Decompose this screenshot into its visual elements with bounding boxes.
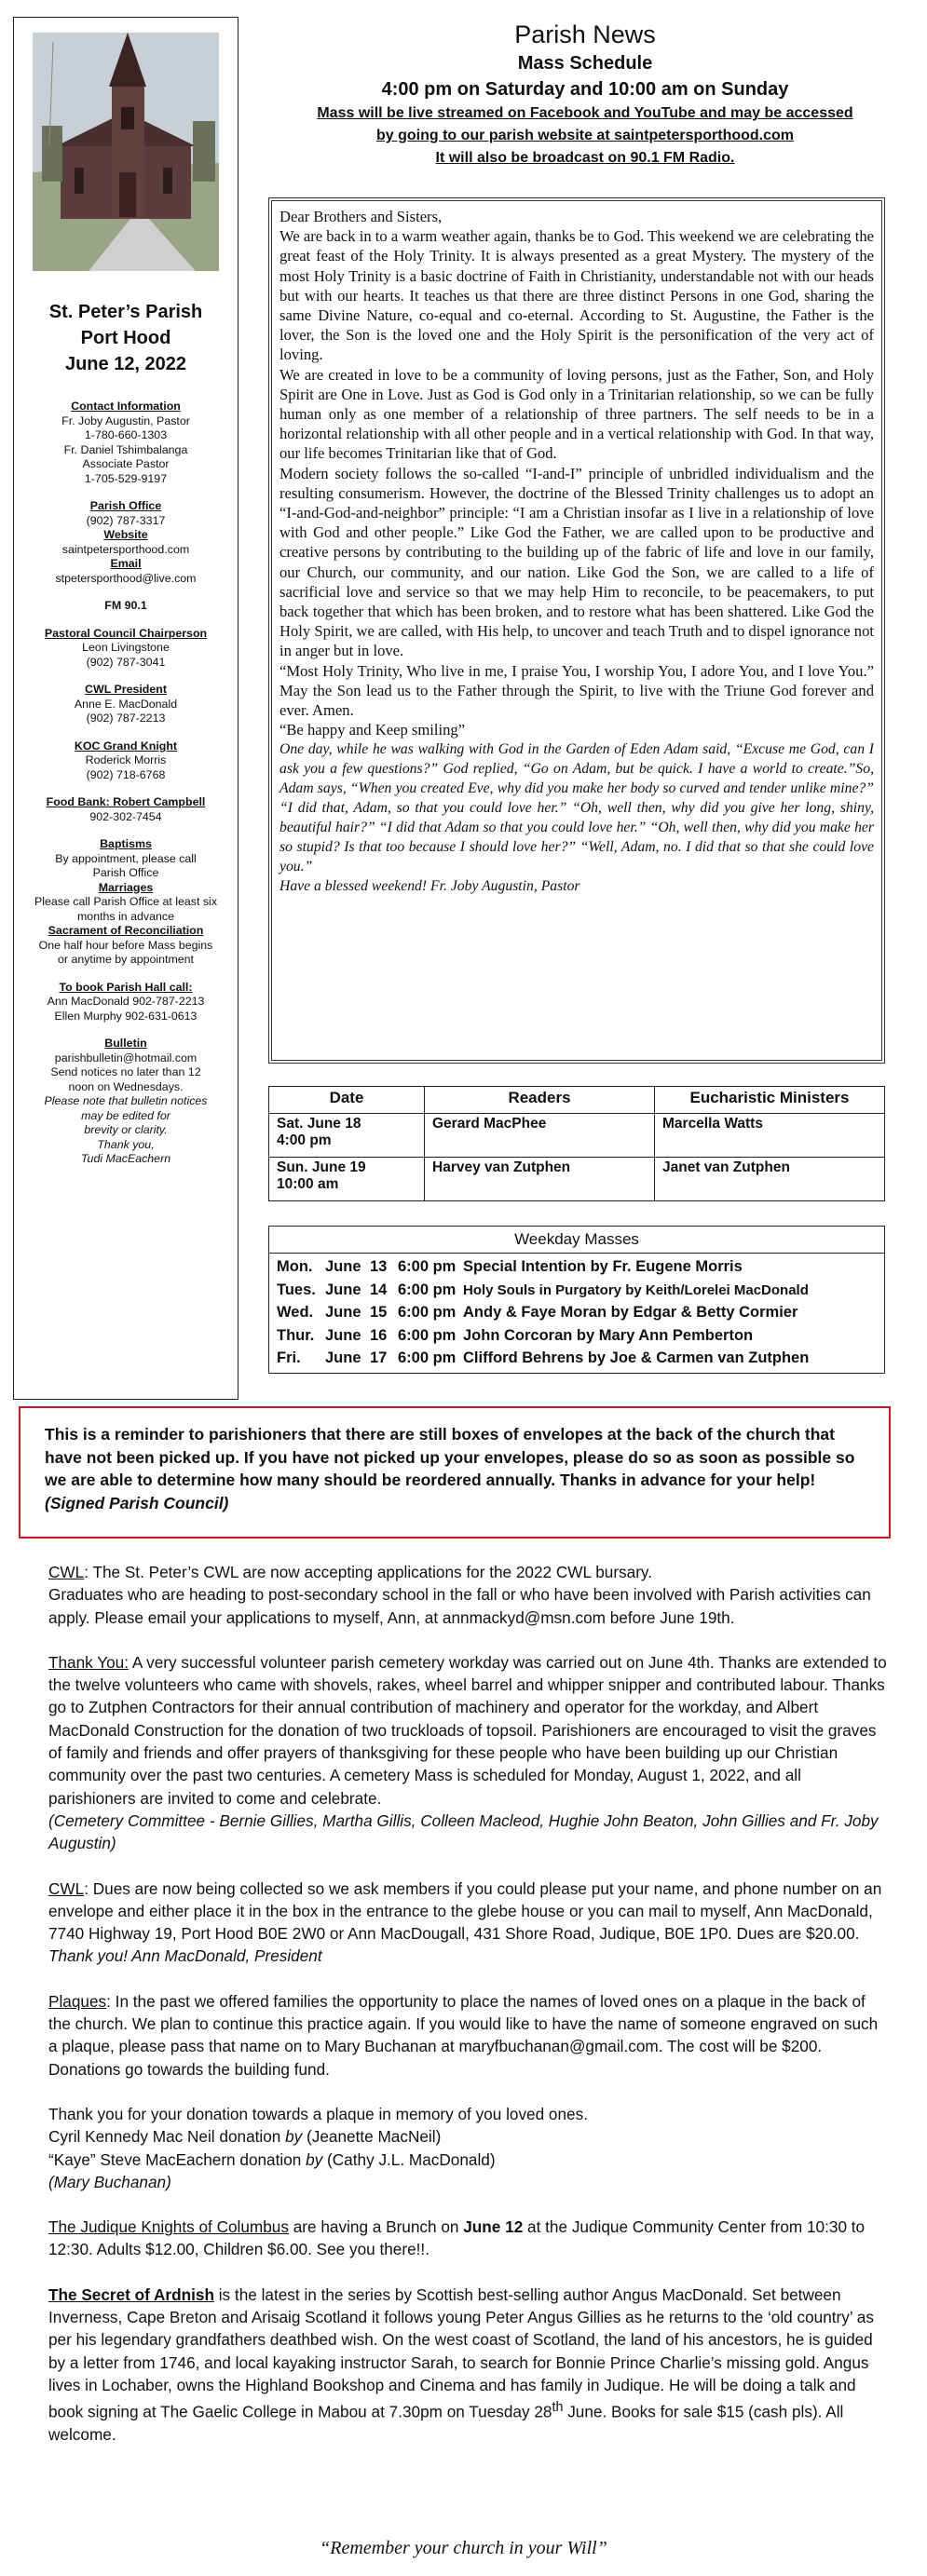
ministers-table: [268, 1086, 885, 1201]
time: 6:00 pm: [398, 1326, 457, 1344]
notice-text: Graduates who are heading to post-secondary school in the fall or who have been involved with Parish activities can apply. Please email your applications to myself, Ann, at annmackyd@msn.com before June 19th.: [48, 1585, 871, 1627]
letter-paragraph: “Be happy and Keep smiling”: [279, 721, 466, 739]
food-bank-phone: 902-302-7454: [89, 809, 162, 823]
intention: Andy & Faye Moran by Edgar & Betty Cormier: [463, 1304, 798, 1321]
reminder-signature: (Signed Parish Council): [45, 1493, 229, 1512]
hall-line: Ann MacDonald 902-787-2213: [47, 995, 205, 1008]
weekday-row: [269, 1255, 884, 1279]
day-number: 15: [370, 1304, 388, 1321]
office-phone: (902) 787-3317: [86, 513, 166, 527]
office-heading: Parish Office: [89, 499, 162, 512]
letter-joke: One day, while he was walking with God in the Garden of Eden Adam said, “Excuse me God, can I ask you a few questions?” God replied, “Go on Adam, but be quick. I have a world to create.”So, Adam says, “When you created Eve, why did you make her body so curved and tender unlike mine?” “I did that, Adam, so that you could love her.” “Oh, well then, why did you give her long, shiny, beautiful hair?” “I did that Adam so that you could love her.” “Oh, well then, why did you make her so stupid? Is that too because I should love her?” “Well, Adam, no. I did that so that she could love you.”: [279, 741, 874, 875]
notice-heading: The Secret of Ardnish: [48, 2285, 214, 2304]
notice-text: June. Books for sale $15 (cash pls). All welcome.: [48, 2402, 844, 2445]
bulletin-line: Send notices no later than 12: [50, 1065, 201, 1078]
date-line: Sun. June 19: [277, 1159, 366, 1175]
letter-paragraph: We are created in love to be a community of loving persons, just as the Father, Son, and Holy Spirit are One in Love. Just as God is God only in a Trinitarian relationship, so we can be fully human only as one member of a relationship of three partners. The self needs to be in a horizontal relationship with all other people and in a vertical relationship with God. In that way, our life becomes Trinitarian like that of God.: [279, 365, 874, 463]
cwl-heading: CWL President: [85, 683, 167, 696]
sidebar: [13, 17, 239, 1400]
notice-text: is the latest in the series by Scottish best-selling author Angus MacDonald. Set between Inverness, Cape Breton and Arisaig Scotland it follows young Peter Angus Gillies as he returns to the ‘old country’ as per his legendary grandfathers deathbed wish. On the west coast of Scotland, the land of his ancestors, he is guided by a letter from 1746, and local kayaking instructor Sarah, to search for Bonnie Prince Charlie’s missing gold. Angus lives in Lochaber, owns the Highland Bookshop and Cinema and has family in Judique. He will be doing a talk and book signing at The Gaelic College in Mabou at 7.30pm on Tuesday 28: [48, 2285, 874, 2421]
date-cell: [269, 1158, 425, 1201]
notice-donations: [48, 2103, 887, 2193]
reconciliation-line: or anytime by appointment: [57, 953, 194, 966]
notice-book: [48, 2284, 887, 2447]
letter-paragraph: We are back in to a warm weather again, thanks be to God. This weekend we are celebrating the great feast of the Holy Trinity. It is always presented as a great Mystery. The mystery of the most Holy Trinity is a basic doctrine of Faith in Christianity, understandable not with our heads but with our hearts. It teaches us that there are three distinct Persons in one God, sharing the same Divine Nature, co-equal and co-eternal. According to St. Augustine, the Father is the lover, the Son is the loved one and the Holy Spirit is the personification of the very act of loving.: [279, 227, 874, 364]
bulletin-heading: Bulletin: [104, 1037, 147, 1050]
letter-paragraph: “Most Holy Trinity, Who live in me, I praise You, I worship You, I adore You, and I love You.” May the Son lead us to the Father through the Spirit, to live with the Triune God forever and ever. Amen.: [279, 661, 874, 720]
notice-cwl-dues: [48, 1878, 887, 1968]
weekday-row: [269, 1347, 884, 1370]
mass-schedule-times: 4:00 pm on Saturday and 10:00 am on Sunday: [381, 79, 789, 100]
notice-text: : Dues are now being collected so we ask members if you could please put your name, and phone number on an envelope and either place it in the box in the entrance to the glebe house or you can mail to myself, Ann MacDonald, 7740 Highway 19, Port Hood B0E 2W0 or Ann MacDougall, 431 Shore Road, Judique, B0E 1P0. Dues are $20.00.: [48, 1878, 882, 1944]
day: Thur.: [277, 1326, 315, 1344]
notice-text: at the Judique Community Center from 10:30 to 12:30. Adults $12.00, Children $6.00. See you there!!.: [48, 2217, 866, 2259]
page-title: Parish News: [514, 20, 656, 48]
time-line: 10:00 am: [277, 1176, 339, 1192]
time: 6:00 pm: [398, 1281, 457, 1298]
intention: Clifford Behrens by Joe & Carmen van Zutphen: [463, 1349, 810, 1366]
bulletin-note: may be edited for: [81, 1108, 170, 1122]
koc-phone: (902) 718-6768: [86, 767, 166, 781]
day: Tues.: [277, 1281, 316, 1298]
ordinal-suffix: th: [552, 2400, 564, 2416]
notice-text: are having a Brunch on: [288, 2217, 464, 2237]
notice-text: A very successful volunteer parish cemetery workday was carried out on June 4th. Thanks are extended to the twelve volunteers who came with shovels, rakes, wheel barrel and whipper snipper and contributed labour. Thanks go to Zutphen Contractors for their annual contribution of machinery and operator for the workday, and Albert MacDonald Construction for the donation of two truckloads of topsoil. Parishioners are encouraged to visit the graves of family and friends and offer prayers of thanksgiving for these people who have been building up our Christian community over the past two centuries. A cemetery Mass is scheduled for Monday, August 1, 2022, and all parishioners are invited to come and celebrate.: [48, 1652, 887, 1808]
letter-paragraph: Dear Brothers and Sisters,: [279, 208, 443, 225]
bulletin-note: Please note that bulletin notices: [44, 1094, 208, 1107]
food-bank-heading: Food Bank: Robert Campbell: [46, 795, 206, 808]
notice-heading: CWL: [48, 1878, 85, 1898]
parish-name: St. Peter’s Parish: [48, 302, 203, 322]
email-link[interactable]: stpetersporthood@live.com: [55, 571, 197, 585]
footer-tagline: “Remember your church in your Will”: [320, 2538, 607, 2558]
bulletin-note: Tudi MacEachern: [80, 1152, 171, 1165]
weekday-masses: [268, 1226, 885, 1374]
donation-by: by: [306, 2149, 323, 2169]
weekday-row: [269, 1301, 884, 1324]
reconciliation-heading: Sacrament of Reconciliation: [48, 924, 204, 937]
livestream-line[interactable]: by going to our parish website at saintpetersporthood.com: [375, 128, 795, 143]
fm-station: FM 90.1: [104, 599, 147, 612]
notice-heading: Thank You:: [48, 1652, 130, 1672]
contact-line: 1-780-660-1303: [84, 428, 168, 441]
pcc-heading: Pastoral Council Chairperson: [44, 626, 208, 640]
notice-text: : In the past we offered families the opportunity to place the names of loved ones on a plaque in the back of the church. We plan to continue this practice again. If you would like to have the name of someone engraved on such a plaque, please pass that name on to Mary Buchanan at maryfbuchanan@gmail.com. The cost will be $200. Donations go towards the building fund.: [48, 1991, 879, 2079]
pcc-phone: (902) 787-3041: [86, 655, 166, 669]
reader-cell: Harvey van Zutphen: [425, 1158, 655, 1201]
day-number: 17: [370, 1349, 388, 1366]
koc-heading: KOC Grand Knight: [74, 739, 178, 752]
date-cell: [269, 1114, 425, 1158]
mass-schedule-title: Mass Schedule: [517, 53, 653, 74]
bulletin-email[interactable]: parishbulletin@hotmail.com: [54, 1051, 198, 1064]
time: 6:00 pm: [398, 1304, 457, 1321]
notice-cwl-bursary: [48, 1561, 887, 1629]
bulletin-note: brevity or clarity.: [84, 1123, 168, 1136]
contact-line: 1-705-529-9197: [84, 471, 168, 485]
notice-text: : The St. Peter’s CWL are now accepting applications for the 2022 CWL bursary.: [84, 1563, 653, 1581]
marriages-heading: Marriages: [98, 880, 154, 894]
contact-line: Associate Pastor: [82, 457, 170, 470]
intention: Special Intention by Fr. Eugene Morris: [463, 1258, 743, 1275]
header: [259, 19, 911, 169]
weekday-row: [269, 1279, 884, 1302]
donation-credit: (Mary Buchanan): [48, 2172, 171, 2191]
hall-line: Ellen Murphy 902-631-0613: [54, 1009, 198, 1023]
bulletin-line: noon on Wednesdays.: [68, 1079, 184, 1093]
donation-donor: (Jeanette MacNeil): [302, 2127, 442, 2147]
website-heading: Website: [103, 528, 148, 541]
reconciliation-line: One half hour before Mass begins: [38, 938, 213, 952]
donation-by: by: [285, 2127, 303, 2147]
table-header-row: [269, 1087, 885, 1114]
column-header: Date: [269, 1087, 425, 1114]
envelope-reminder: [19, 1406, 891, 1539]
time: 6:00 pm: [398, 1349, 457, 1366]
column-header: Eucharistic Ministers: [655, 1087, 885, 1114]
minister-cell: Marcella Watts: [655, 1114, 885, 1158]
month: June: [325, 1258, 361, 1275]
notice-heading: The Judique Knights of Columbus: [48, 2217, 289, 2237]
notice-plaques: [48, 1990, 887, 2081]
intention: John Corcoran by Mary Ann Pemberton: [463, 1326, 754, 1344]
table-row: [269, 1114, 885, 1158]
notice-heading: Plaques: [48, 1991, 107, 2011]
month: June: [325, 1349, 361, 1366]
bulletin-date: June 12, 2022: [64, 354, 187, 374]
notice-knights-brunch: [48, 2216, 887, 2261]
weekday-row: [269, 1324, 884, 1348]
marriages-line: Please call Parish Office at least six: [34, 895, 218, 908]
contact-line: Fr. Daniel Tshimbalanga: [63, 442, 188, 456]
day: Fri.: [277, 1349, 301, 1366]
reminder-text: This is a reminder to parishioners that there are still boxes of envelopes at the back of the church that have not been picked up. If you have not picked up your envelopes, please do so as soon as possible so we are able to determine how many should be reordered annually. Thanks in advance for your help!: [45, 1425, 855, 1489]
baptisms-line: By appointment, please call: [55, 851, 197, 865]
koc-name: Roderick Morris: [85, 753, 167, 766]
notices: [48, 1561, 887, 2469]
time-line: 4:00 pm: [277, 1132, 332, 1148]
time: 6:00 pm: [398, 1258, 457, 1275]
church-photo: [33, 33, 219, 271]
day-number: 16: [370, 1326, 388, 1344]
date-line: Sat. June 18: [277, 1116, 361, 1132]
weekday-title: Weekday Masses: [269, 1227, 884, 1254]
donation-line: Cyril Kennedy Mac Neil donation: [48, 2127, 286, 2147]
donation-donor: (Cathy J.L. MacDonald): [322, 2149, 496, 2169]
livestream-line: Mass will be live streamed on Facebook and YouTube and may be accessed: [317, 105, 853, 121]
notice-text: Thank you for your donation towards a plaque in memory of you loved ones.: [48, 2104, 588, 2123]
pcc-name: Leon Livingstone: [82, 641, 170, 654]
day-number: 13: [370, 1258, 388, 1275]
day-number: 14: [370, 1281, 388, 1298]
notice-thank-you: [48, 1651, 887, 1855]
cwl-name: Anne E. MacDonald: [74, 697, 178, 711]
donation-line: “Kaye” Steve MacEachern donation: [48, 2149, 307, 2169]
contact-heading: Contact Information: [71, 400, 181, 413]
notice-heading: CWL: [48, 1563, 85, 1581]
hall-heading: To book Parish Hall call:: [59, 980, 193, 994]
reader-cell: Gerard MacPhee: [425, 1114, 655, 1158]
month: June: [325, 1304, 361, 1321]
contact-line: Fr. Joby Augustin, Pastor: [61, 414, 190, 427]
intention: Holy Souls in Purgatory by Keith/Lorelei MacDonald: [463, 1281, 809, 1298]
radio-line: It will also be broadcast on 90.1 FM Radio.: [435, 150, 735, 166]
column-header: Readers: [425, 1087, 655, 1114]
cwl-phone: (902) 787-2213: [86, 712, 166, 725]
pastor-letter: [268, 197, 885, 1064]
day: Wed.: [277, 1304, 314, 1321]
notice-date: June 12: [463, 2217, 524, 2237]
notice-credit: (Cemetery Committee - Bernie Gillies, Martha Gillis, Colleen Macleod, Hughie John Beaton, John Gillies and Fr. Joby Augustin): [48, 1810, 879, 1853]
email-heading: Email: [110, 557, 142, 570]
parish-town: Port Hood: [80, 328, 171, 348]
website-link[interactable]: saintpetersporthood.com: [61, 542, 190, 556]
day: Mon.: [277, 1258, 313, 1275]
notice-credit: Thank you! Ann MacDonald, President: [48, 1946, 322, 1966]
baptisms-heading: Baptisms: [100, 837, 152, 850]
marriages-line: months in advance: [76, 909, 174, 923]
letter-signoff: Have a blessed weekend! Fr. Joby Augustin, Pastor: [279, 878, 580, 895]
month: June: [325, 1326, 361, 1344]
minister-cell: Janet van Zutphen: [655, 1158, 885, 1201]
bulletin-note: Thank you,: [97, 1137, 155, 1151]
table-row: [269, 1158, 885, 1201]
month: June: [325, 1281, 361, 1298]
baptisms-line: Parish Office: [92, 866, 159, 879]
letter-paragraph: Modern society follows the so-called “I-and-I” principle of unbridled individualism and the resulting consumerism. However, the doctrine of the Blessed Trinity challenges us to adopt an “I-and-God-and-neighbor” principle: “I am a Christian insofar as I live in a relationship of love with God and other people.” Like God the Father, we are called upon to be productive and creative persons by contributing to the building up of the fabric of life and love in our family, our Church, our community, and our nation. Like God the Son, we are called to a life of sacrificial love and service so that we may help Him to reconcile, to be peacemakers, to put back together that which has been broken, and to restore what has been shattered. Like God the Holy Spirit, we are called, with His help, to uncover and teach Truth and to dispel ignorance not in anger but in love.: [279, 464, 874, 660]
